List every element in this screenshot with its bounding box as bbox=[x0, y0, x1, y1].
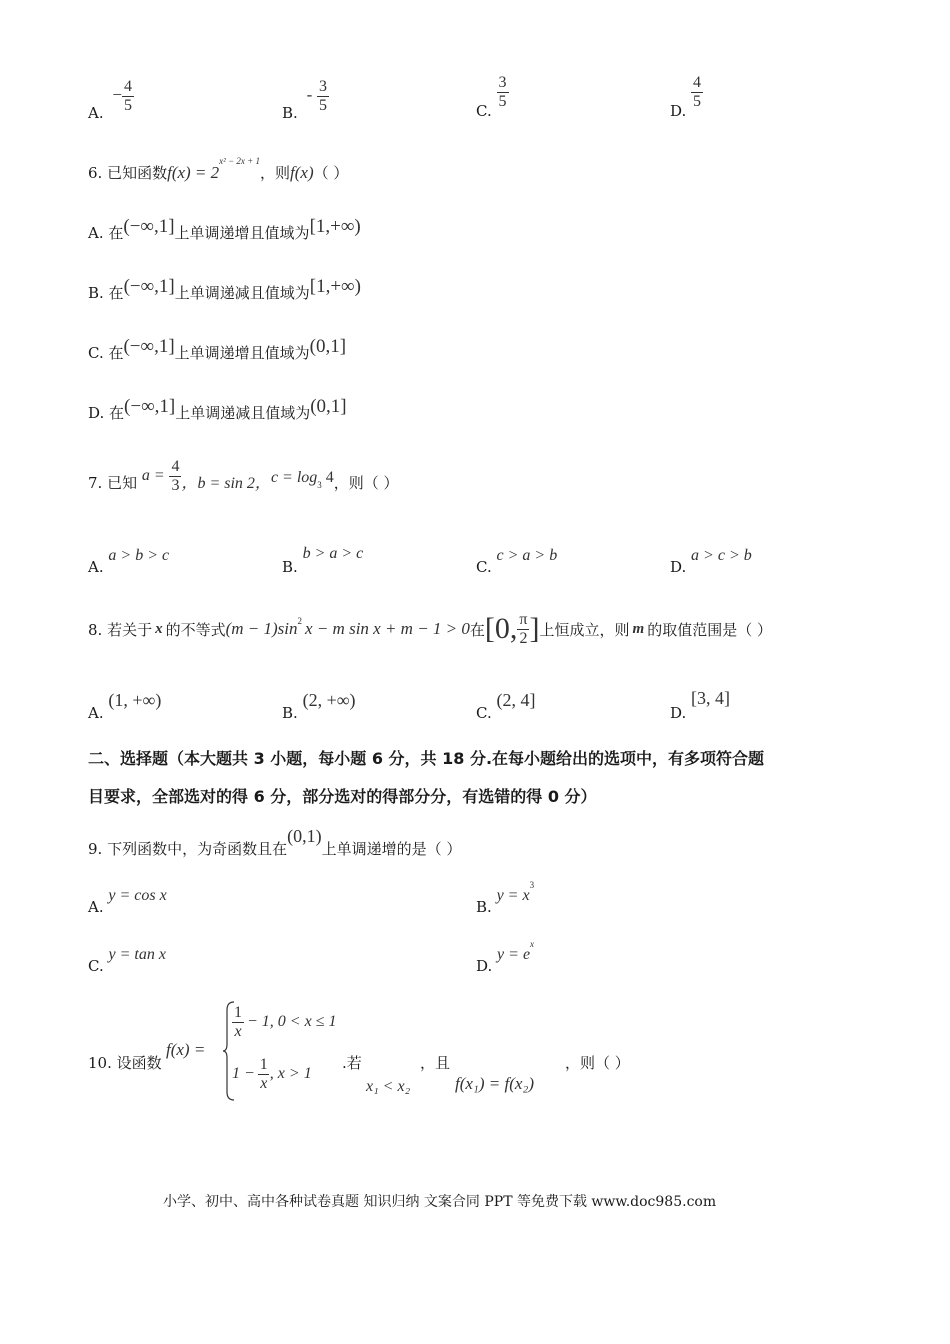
q5-option-c bbox=[476, 74, 509, 120]
minus-sign: − bbox=[112, 85, 122, 105]
minus-sign: - bbox=[306, 85, 313, 105]
option-label: A. bbox=[88, 104, 104, 123]
q7-stem: 7. 已知 a = $\frac{4}{3}$ ，b = sin 2，$c = \log_3 4$，则（ ） bbox=[88, 458, 399, 494]
q9-option-d: D. $y = e^x$ bbox=[476, 939, 535, 975]
q6-option-c: C. 在(−∞,1]上单调递增且值域为(0,1] bbox=[88, 336, 347, 362]
fraction: $\frac{4}{5}$ bbox=[693, 74, 702, 110]
option-label: D. bbox=[670, 102, 687, 121]
fraction: $\frac{\pi}{2}$ bbox=[519, 610, 528, 647]
q7-option-d: D. a > c > b bbox=[670, 547, 752, 576]
q9-option-a: A. y = cos x bbox=[88, 887, 167, 916]
q8-option-d: D. [3, 4] bbox=[670, 688, 731, 722]
fraction: $\frac{4}{5}$ bbox=[123, 78, 132, 114]
q5-option-d bbox=[670, 74, 703, 120]
fraction: $\frac{1}{x}$ bbox=[234, 1004, 242, 1040]
q5-option-a bbox=[88, 78, 134, 122]
q10-cond1: x₁ < x₂ bbox=[366, 1078, 411, 1095]
q7-option-a: A. a > b > c bbox=[88, 547, 170, 576]
q10-if-text: .若 bbox=[342, 1054, 362, 1072]
q10-case2: 1 − $\frac{1}{x}$ , x > 1 bbox=[232, 1056, 312, 1092]
section-heading-line2: 目要求，全部选对的得 6 分，部分选对的得部分分，有选错的得 0 分） bbox=[88, 787, 597, 806]
q10-stem-prefix: 10. 设函数 bbox=[88, 1054, 162, 1072]
q9-stem: 9. 下列函数中，为奇函数且在(0,1)上单调递增的是（ ） bbox=[88, 826, 462, 858]
q10-and-text: ，且 bbox=[420, 1054, 451, 1072]
q6-option-a: A. 在(−∞,1]上单调递增且值域为[1,+∞) bbox=[88, 216, 361, 242]
q8-option-b: B. (2, +∞) bbox=[282, 690, 356, 722]
q9-option-c: C. y = tan x bbox=[88, 946, 166, 975]
page-footer: 小学、初中、高中各种试卷真题 知识归纳 文案合同 PPT 等免费下载 www.doc985.com bbox=[163, 1194, 717, 1210]
q10-suffix: ，则（ ） bbox=[565, 1054, 630, 1072]
option-label: C. bbox=[476, 102, 492, 121]
fraction: $\frac{3}{5}$ bbox=[319, 78, 328, 114]
q6-option-b: B. 在(−∞,1]上单调递减且值域为[1,+∞) bbox=[88, 276, 361, 302]
section-heading-line1: 二、选择题（本大题共 3 小题，每小题 6 分，共 18 分.在每小题给出的选项中，有多项符合题 bbox=[88, 749, 765, 768]
q6-stem: 6. 已知函数$f(x) = 2^{x^2 - 2x + 1}$，则f(x)（ ） bbox=[88, 156, 349, 182]
fraction: $\frac{1}{x}$ bbox=[259, 1056, 268, 1092]
q8-stem: 8. 若关于 x 的不等式 (m − 1)sin $^2$ x − m sin x + m − 1 > 0 在 [0, $\frac{\pi}{2}$ ] 上恒成立，则 m 的取值范围是（ ） bbox=[88, 610, 772, 647]
option-label: B. bbox=[282, 104, 298, 123]
q10-case1: $\frac{1}{x}$ − 1, 0 < x ≤ 1 bbox=[234, 1004, 337, 1040]
q9-option-b: B. $y = x^3$ bbox=[476, 880, 535, 916]
q8-option-a: A. (1, +∞) bbox=[88, 690, 162, 722]
q7-option-b: B. b > a > c bbox=[282, 545, 364, 576]
q6-option-d: D. 在(−∞,1]上单调递减且值域为(0,1] bbox=[88, 396, 347, 422]
q7-option-c: C. c > a > b bbox=[476, 547, 558, 576]
q8-option-c: C. (2, 4] bbox=[476, 690, 536, 722]
q10-fx: f(x) = bbox=[166, 1040, 206, 1059]
fraction: $\frac{4}{3}$ bbox=[171, 458, 180, 494]
fraction: $\frac{3}{5}$ bbox=[498, 74, 507, 110]
q5-option-b bbox=[282, 78, 329, 122]
q10-cond2: f(x₁) = f(x₂) bbox=[455, 1074, 534, 1093]
